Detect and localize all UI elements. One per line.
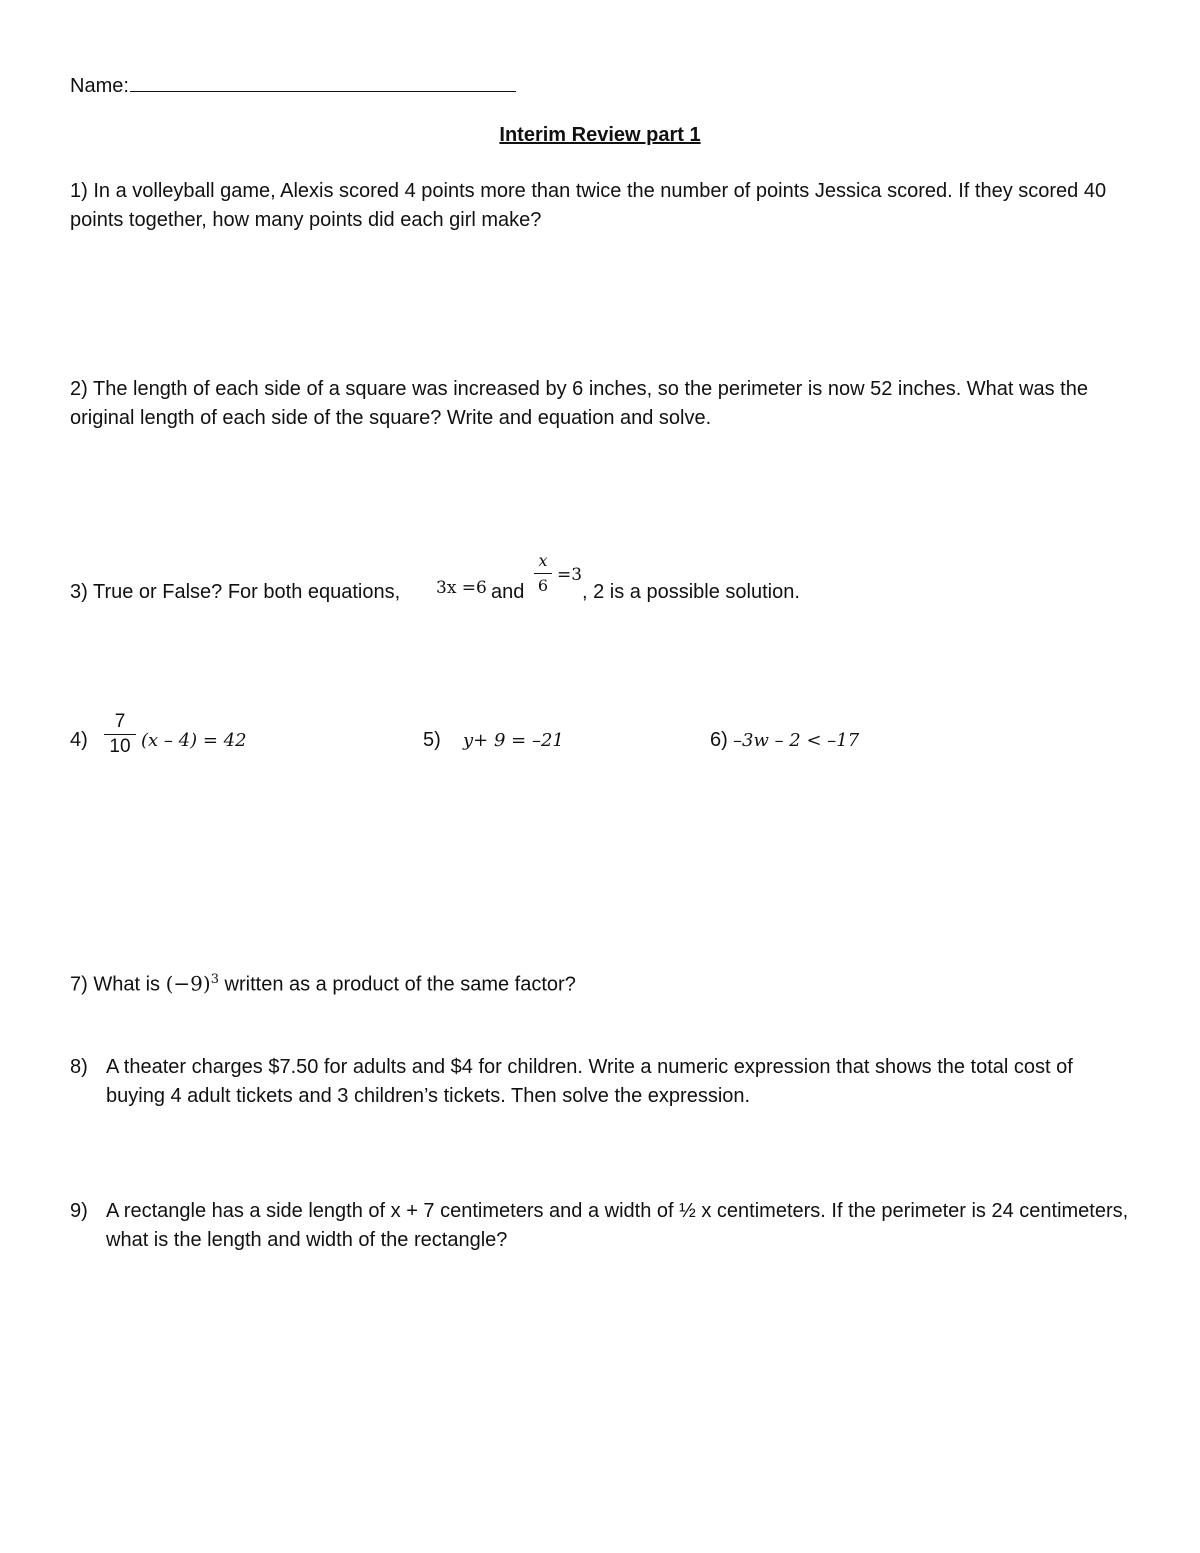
question-4-fraction-denominator: 10 xyxy=(109,736,131,757)
question-3-fraction-denominator: 6 xyxy=(537,576,549,595)
question-9 xyxy=(70,1197,1130,1255)
question-3-and: and xyxy=(491,581,525,603)
fraction-bar xyxy=(534,573,552,574)
question-3-fraction-numerator: x xyxy=(538,551,548,570)
question-1: 1) In a volleyball game, Alexis scored 4 points more than twice the number of points Jessica scored. If they scored 40 points together, how many points did each girl make? xyxy=(70,180,1107,231)
question-8 xyxy=(70,1053,1130,1111)
page-title: Interim Review part 1 xyxy=(499,124,701,146)
question-4-fraction xyxy=(104,711,136,758)
question-2: 2) The length of each side of a square was increased by 6 inches, so the perimeter is now 52 inches. What was the original length of each side of the square? Write and equation and solve. xyxy=(70,378,1088,429)
question-4-label: 4) xyxy=(70,729,88,751)
question-7 xyxy=(70,965,576,1000)
name-blank-line xyxy=(130,73,516,92)
question-3-equation-2-rhs: =3 xyxy=(557,565,583,585)
question-4-fraction-numerator: 7 xyxy=(114,711,126,732)
question-3-fraction xyxy=(534,550,552,597)
question-8-number: 8) xyxy=(70,1056,88,1078)
question-7-suffix: written as a product of the same factor? xyxy=(224,973,576,996)
name-label: Name: xyxy=(70,75,129,97)
question-9-text: A rectangle has a side length of x + 7 centimeters and a width of ½ x centimeters. If the perimeter is 24 centimeters, what is the length and width of the rectangle? xyxy=(106,1200,1129,1251)
question-9-number: 9) xyxy=(70,1200,88,1222)
question-8-text: A theater charges $7.50 for adults and $4 for children. Write a numeric expression that shows the total cost of buying 4 adult tickets and 3 children’s tickets. Then solve the expression. xyxy=(106,1056,1073,1107)
question-7-prefix: 7) What is xyxy=(70,973,161,996)
question-5-expression: y+ 9 = –21 xyxy=(463,730,564,751)
name-field xyxy=(70,72,516,101)
question-7-base: (−9) xyxy=(165,971,211,996)
fraction-bar xyxy=(104,734,136,735)
question-5-label: 5) xyxy=(423,729,441,751)
question-3-prefix: 3) True or False? For both equations, xyxy=(70,581,401,603)
question-7-exponent: 3 xyxy=(210,972,219,987)
question-3-equation-1: 3x =6 xyxy=(436,578,487,598)
question-6-label: 6) xyxy=(710,729,728,751)
question-6-expression: –3w – 2 < –17 xyxy=(733,730,860,751)
question-4-expression: (x – 4) = 42 xyxy=(141,730,247,751)
question-3-suffix: , 2 is a possible solution. xyxy=(582,581,800,603)
